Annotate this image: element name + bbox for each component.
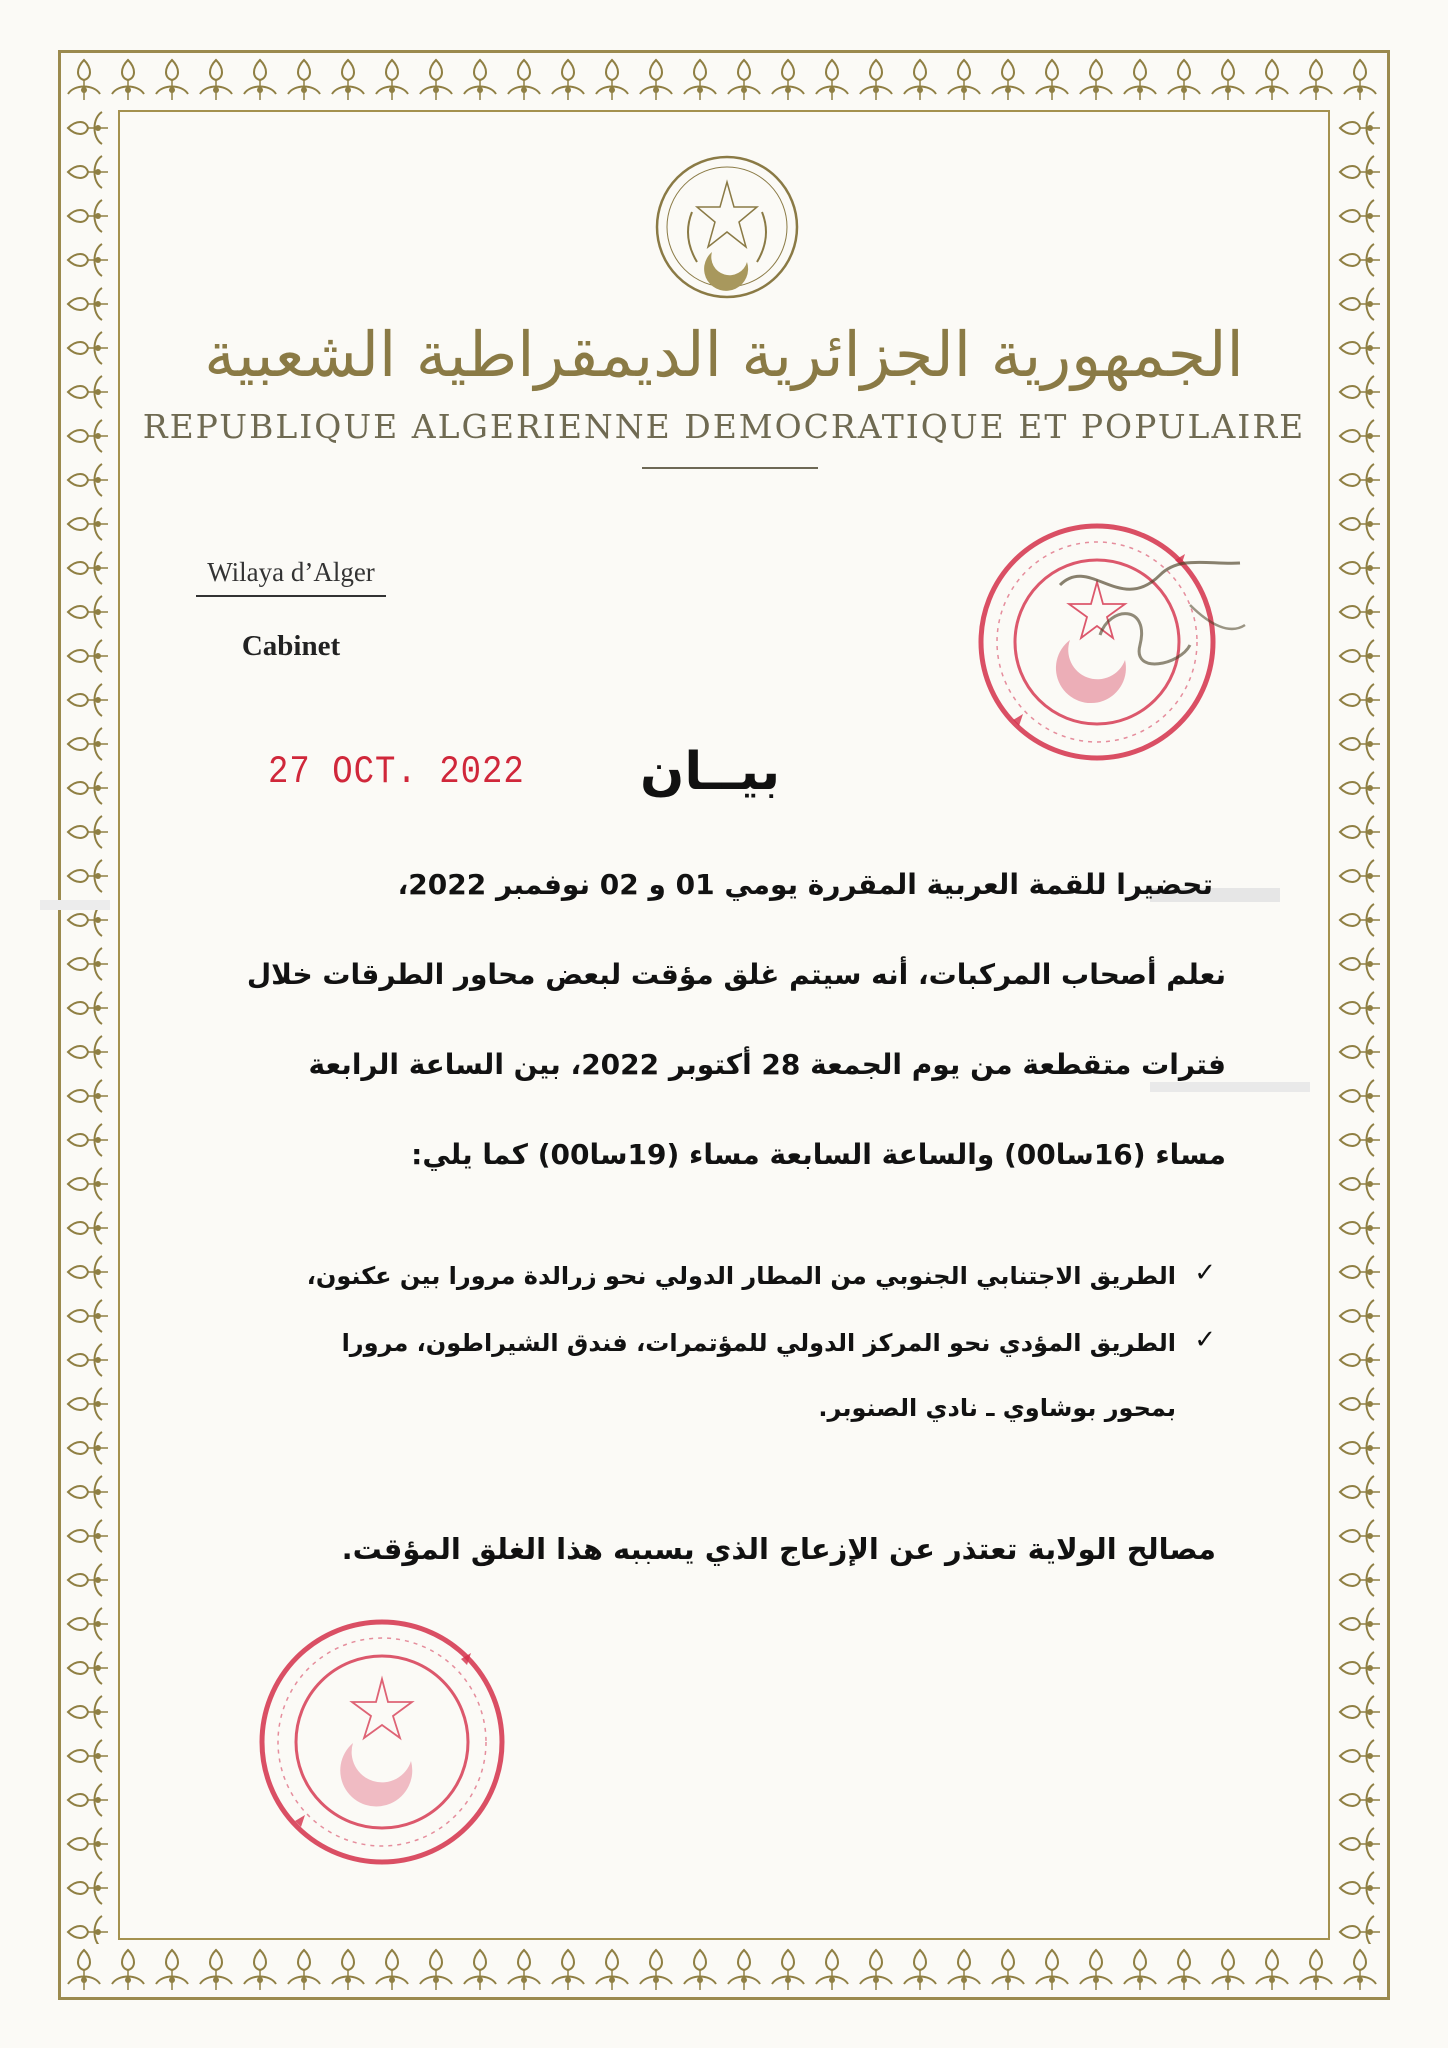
document-title: بيــان	[640, 742, 781, 802]
country-title-arabic: الجمهورية الجزائرية الديمقراطية الشعبية	[204, 318, 1244, 391]
official-seal-bottom	[255, 1615, 510, 1870]
wilaya-label: Wilaya d’Alger	[207, 557, 375, 587]
check-icon: ✓	[1194, 1325, 1216, 1355]
national-emblem	[652, 152, 802, 302]
date-stamp: 27 OCT. 2022	[268, 751, 525, 795]
body-line-4: مساء (16سا00) والساعة السابعة مساء (19سا00) كما يلي:	[411, 1138, 1226, 1171]
show-through-mark	[1150, 1082, 1310, 1092]
bullet-1-line-1: الطريق الاجتنابي الجنوبي من المطار الدولي نحو زرالدة مرورا بين عكنون،	[306, 1262, 1176, 1290]
country-title-french: REPUBLIQUE ALGERIENNE DEMOCRATIQUE ET POPULAIRE	[142, 407, 1306, 446]
closing-statement: مصالح الولاية تعتذر عن الإزعاج الذي يسببه هذا الغلق المؤقت.	[341, 1532, 1216, 1566]
bullet-2-line-2: بمحور بوشاوي ـ نادي الصنوبر.	[818, 1394, 1176, 1422]
wilaya-underline	[196, 595, 386, 597]
bullet-2-line-1: الطريق المؤدي نحو المركز الدولي للمؤتمرات، فندق الشيراطون، مرورا	[341, 1329, 1176, 1357]
body-line-3: فترات متقطعة من يوم الجمعة 28 أكتوبر 2022، بين الساعة الرابعة	[308, 1048, 1226, 1081]
check-icon: ✓	[1194, 1258, 1216, 1288]
show-through-mark	[40, 900, 110, 910]
signature-top	[1040, 545, 1260, 715]
cabinet-label: Cabinet	[241, 630, 341, 662]
title-divider	[642, 467, 818, 469]
top-ornament-band	[62, 54, 1386, 106]
body-line-1: تحضيرا للقمة العربية المقررة يومي 01 و 02 نوفمبر 2022،	[397, 868, 1213, 901]
bottom-ornament-band	[62, 1944, 1386, 1996]
body-line-2: نعلم أصحاب المركبات، أنه سيتم غلق مؤقت لبعض محاور الطرقات خلال	[246, 958, 1226, 991]
